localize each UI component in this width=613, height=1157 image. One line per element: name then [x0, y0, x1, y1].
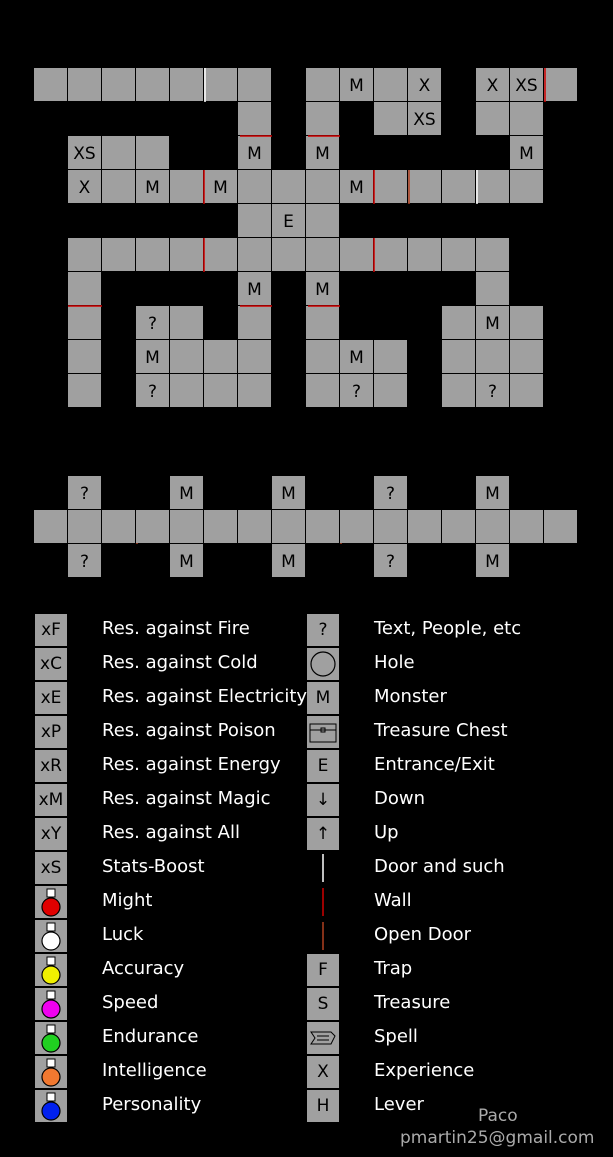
legend-symbol: S	[307, 988, 339, 1020]
floor-tile	[306, 510, 339, 543]
map-cell	[238, 238, 271, 271]
map-cell	[340, 238, 373, 271]
legend-label: Up	[374, 822, 399, 843]
floor-tile	[68, 272, 101, 305]
map-cell	[306, 204, 339, 237]
floor-tile	[68, 510, 101, 543]
map-cell	[306, 170, 339, 203]
map-cell	[102, 170, 135, 203]
floor-tile	[204, 510, 237, 543]
map-cell	[68, 374, 101, 407]
map-cell	[306, 136, 339, 169]
legend-label: Res. against All	[102, 822, 240, 843]
map-cell	[408, 68, 441, 101]
floor-tile	[442, 510, 475, 543]
map-cell	[170, 374, 203, 407]
legend-label: Trap	[374, 958, 413, 979]
map-cell	[510, 306, 543, 339]
corridor-alcove-top	[476, 476, 509, 509]
floor-tile	[204, 238, 237, 271]
cell-marker: X	[78, 178, 91, 198]
corridor-alcove-bottom	[374, 544, 407, 577]
legend-symbol: xM	[35, 784, 67, 816]
floor-tile	[442, 238, 475, 271]
floor-tile	[238, 374, 271, 407]
legend-symbol: F	[307, 954, 339, 986]
map-cell	[306, 340, 339, 373]
floor-tile	[510, 510, 543, 543]
legend-label: Text, People, etc	[374, 618, 522, 639]
floor-tile	[68, 340, 101, 373]
legend-symbol: X	[307, 1056, 339, 1088]
map-cell	[68, 170, 101, 203]
cell-marker: M	[349, 76, 364, 96]
map-cell	[204, 170, 237, 203]
floor-tile	[102, 238, 135, 271]
corridor-alcove-top	[68, 476, 101, 509]
corridor-alcove-bottom	[272, 544, 305, 577]
floor-tile	[170, 340, 203, 373]
floor-tile	[374, 170, 407, 203]
cell-marker: ?	[385, 552, 396, 572]
map-cell	[102, 136, 135, 169]
floor-tile	[306, 68, 339, 101]
map-cell	[476, 238, 509, 271]
cell-marker: ?	[147, 382, 158, 402]
cell-marker: M	[145, 348, 160, 368]
cell-marker: M	[519, 144, 534, 164]
legend-symbol: xE	[35, 682, 67, 714]
map-cell	[374, 68, 407, 101]
potion-icon	[35, 1022, 67, 1054]
author-name: Paco	[478, 1106, 518, 1126]
floor-tile	[68, 374, 101, 407]
floor-tile	[408, 238, 441, 271]
floor-tile	[374, 102, 407, 135]
legend-label: Spell	[374, 1026, 418, 1047]
map-cell	[476, 68, 509, 101]
floor-tile	[340, 510, 373, 543]
floor-tile	[476, 170, 509, 203]
corridor-cell	[374, 510, 407, 543]
floor-tile	[510, 102, 543, 135]
floor-tile	[510, 306, 543, 339]
cell-marker: M	[485, 484, 500, 504]
map-cell	[238, 204, 271, 237]
legend-symbol: xF	[35, 614, 67, 646]
legend-label: Res. against Cold	[102, 652, 258, 673]
map-cell	[238, 306, 271, 339]
map-cell	[68, 68, 101, 101]
map-cell	[544, 68, 577, 101]
legend-label: Entrance/Exit	[374, 754, 495, 775]
floor-tile	[102, 170, 135, 203]
corridor-cell	[136, 510, 169, 543]
map-cell	[476, 340, 509, 373]
floor-tile	[306, 306, 339, 339]
floor-tile	[442, 374, 475, 407]
legend-symbol: E	[307, 750, 339, 782]
floor-tile	[204, 374, 237, 407]
cell-marker: ?	[79, 484, 90, 504]
cell-marker: M	[315, 280, 330, 300]
floor-tile	[68, 68, 101, 101]
map-cell	[374, 102, 407, 135]
legend-label: Res. against Electricity	[102, 686, 308, 707]
legend-symbol: ?	[307, 614, 339, 646]
cell-marker: ?	[351, 382, 362, 402]
map-cell	[476, 170, 509, 203]
map-cell	[476, 272, 509, 305]
legend-label: Wall	[374, 890, 412, 911]
map-cell	[102, 68, 135, 101]
map-cell	[374, 340, 407, 373]
map-cell	[306, 238, 339, 271]
corridor-cell	[306, 510, 339, 543]
map-cell	[68, 136, 101, 169]
floor-tile	[170, 68, 203, 101]
map-cell	[204, 374, 237, 407]
floor-tile	[238, 68, 271, 101]
map-cell	[136, 340, 169, 373]
floor-tile	[136, 238, 169, 271]
floor-tile	[238, 510, 271, 543]
map-cell	[306, 306, 339, 339]
legend-symbol: xS	[35, 852, 67, 884]
legend-symbol: xP	[35, 716, 67, 748]
map-cell	[238, 68, 271, 101]
floor-tile	[476, 238, 509, 271]
legend-label: Res. against Energy	[102, 754, 281, 775]
cell-marker: M	[247, 144, 262, 164]
cell-marker: M	[213, 178, 228, 198]
cell-marker: M	[281, 552, 296, 572]
spell-scroll-icon	[307, 1022, 339, 1054]
map-cell	[510, 170, 543, 203]
map-cell	[306, 68, 339, 101]
floor-tile	[408, 170, 441, 203]
map-cell	[476, 102, 509, 135]
map-cell	[170, 238, 203, 271]
legend-label: Treasure	[374, 992, 451, 1013]
floor-tile	[272, 238, 305, 271]
corridor-cell	[170, 510, 203, 543]
cell-marker: XS	[515, 76, 538, 96]
corridor-cell	[442, 510, 475, 543]
floor-tile	[34, 68, 67, 101]
legend-symbol: H	[307, 1090, 339, 1122]
floor-tile	[68, 306, 101, 339]
map-cell	[476, 306, 509, 339]
map-cell	[136, 136, 169, 169]
legend-symbol: xC	[35, 648, 67, 680]
corridor-alcove-top	[374, 476, 407, 509]
map-cell	[510, 136, 543, 169]
cell-marker: M	[179, 484, 194, 504]
map-cell	[238, 374, 271, 407]
author-email: pmartin25@gmail.com	[400, 1128, 595, 1148]
legend-label: Res. against Fire	[102, 618, 250, 639]
map-cell	[68, 306, 101, 339]
legend-label: Endurance	[102, 1026, 199, 1047]
potion-icon	[35, 1090, 67, 1122]
map-cell	[170, 340, 203, 373]
cell-marker: M	[349, 348, 364, 368]
map-cell	[136, 374, 169, 407]
corridor-cell	[102, 510, 135, 543]
floor-tile	[170, 170, 203, 203]
wall-line-icon	[307, 886, 339, 918]
map-cell	[68, 238, 101, 271]
floor-tile	[374, 340, 407, 373]
legend-label: Accuracy	[102, 958, 185, 979]
map-cell	[272, 204, 305, 237]
corridor-cell	[476, 510, 509, 543]
legend-symbol: xR	[35, 750, 67, 782]
map-cell	[408, 102, 441, 135]
map-cell	[340, 374, 373, 407]
map-cell	[408, 238, 441, 271]
floor-tile	[102, 510, 135, 543]
map-cell	[136, 306, 169, 339]
corridor-cell	[510, 510, 543, 543]
open-door-line-icon	[307, 920, 339, 952]
map-cell	[374, 170, 407, 203]
floor-tile	[374, 238, 407, 271]
map-cell	[272, 170, 305, 203]
map-cell	[102, 238, 135, 271]
cell-marker: M	[281, 484, 296, 504]
corridor-cell	[408, 510, 441, 543]
floor-tile	[510, 170, 543, 203]
floor-tile	[476, 102, 509, 135]
map-cell	[476, 374, 509, 407]
map-cell	[238, 136, 271, 169]
floor-tile	[306, 102, 339, 135]
floor-tile	[272, 510, 305, 543]
floor-tile	[408, 510, 441, 543]
map-cell	[442, 306, 475, 339]
floor-tile	[510, 340, 543, 373]
cell-marker: ?	[385, 484, 396, 504]
floor-tile	[170, 306, 203, 339]
floor-tile	[374, 510, 407, 543]
floor-tile	[374, 374, 407, 407]
map-cell	[510, 374, 543, 407]
door-line-icon	[307, 852, 339, 884]
floor-tile	[442, 340, 475, 373]
map-cell	[272, 238, 305, 271]
floor-tile	[238, 204, 271, 237]
map-cell	[170, 68, 203, 101]
map-cell	[442, 340, 475, 373]
legend-label: Lever	[374, 1094, 424, 1115]
cell-marker: XS	[413, 110, 436, 130]
floor-tile	[510, 374, 543, 407]
map-cell	[136, 68, 169, 101]
legend-symbol: ↓	[307, 784, 339, 816]
floor-tile	[204, 68, 237, 101]
map-cell	[238, 340, 271, 373]
map-cell	[238, 170, 271, 203]
floor-tile	[136, 68, 169, 101]
map-cell	[306, 374, 339, 407]
cell-marker: M	[485, 552, 500, 572]
floor-tile	[238, 238, 271, 271]
floor-tile	[272, 170, 305, 203]
corridor-cell	[204, 510, 237, 543]
floor-tile	[306, 374, 339, 407]
floor-tile	[544, 68, 577, 101]
floor-tile	[476, 340, 509, 373]
corridor-cell	[340, 510, 373, 543]
floor-tile	[442, 170, 475, 203]
legend-label: Door and such	[374, 856, 505, 877]
map-cell	[306, 272, 339, 305]
legend-label: Monster	[374, 686, 447, 707]
potion-icon	[35, 954, 67, 986]
legend-symbol: ↑	[307, 818, 339, 850]
legend-label: Res. against Poison	[102, 720, 276, 741]
cell-marker: M	[349, 178, 364, 198]
floor-tile	[34, 510, 67, 543]
cell-marker: E	[283, 212, 294, 232]
floor-tile	[136, 136, 169, 169]
legend-label: Res. against Magic	[102, 788, 271, 809]
map-cell	[510, 68, 543, 101]
corridor-cell	[238, 510, 271, 543]
legend-label: Speed	[102, 992, 159, 1013]
map-cell	[68, 272, 101, 305]
cell-marker: X	[418, 76, 431, 96]
floor-tile	[238, 102, 271, 135]
treasure-chest-icon	[307, 716, 339, 748]
map-cell	[510, 102, 543, 135]
floor-tile	[102, 68, 135, 101]
floor-tile	[340, 238, 373, 271]
floor-tile	[68, 238, 101, 271]
map-cell	[510, 340, 543, 373]
cell-marker: ?	[79, 552, 90, 572]
map-cell	[204, 68, 237, 101]
corridor-cell	[544, 510, 577, 543]
map-cell	[408, 170, 441, 203]
corridor-alcove-bottom	[476, 544, 509, 577]
map-cell	[136, 238, 169, 271]
corridor-alcove-top	[170, 476, 203, 509]
potion-icon	[35, 988, 67, 1020]
cell-marker: M	[315, 144, 330, 164]
potion-icon	[35, 920, 67, 952]
corridor-alcove-top	[272, 476, 305, 509]
map-cell	[340, 170, 373, 203]
floor-tile	[102, 136, 135, 169]
legend-symbol: M	[307, 682, 339, 714]
map-cell	[68, 340, 101, 373]
floor-tile	[442, 306, 475, 339]
legend-label: Intelligence	[102, 1060, 207, 1081]
corridor-cell	[68, 510, 101, 543]
legend-label: Experience	[374, 1060, 475, 1081]
map-cell	[442, 238, 475, 271]
floor-tile	[170, 374, 203, 407]
floor-tile	[238, 340, 271, 373]
map-cell	[340, 340, 373, 373]
floor-tile	[476, 510, 509, 543]
legend-symbol: xY	[35, 818, 67, 850]
potion-icon	[35, 886, 67, 918]
floor-tile	[238, 170, 271, 203]
cell-marker: X	[486, 76, 499, 96]
floor-tile	[204, 340, 237, 373]
corridor-alcove-bottom	[170, 544, 203, 577]
corridor-alcove-bottom	[68, 544, 101, 577]
cell-marker: M	[145, 178, 160, 198]
cell-marker: ?	[147, 314, 158, 334]
floor-tile	[170, 238, 203, 271]
map-cell	[238, 272, 271, 305]
map-cell	[374, 374, 407, 407]
map-cell	[374, 238, 407, 271]
floor-tile	[476, 272, 509, 305]
floor-tile	[306, 238, 339, 271]
map-cell	[204, 238, 237, 271]
map-cell	[170, 306, 203, 339]
floor-tile	[238, 306, 271, 339]
legend-label: Open Door	[374, 924, 472, 945]
map-cell	[238, 102, 271, 135]
map-cell	[340, 68, 373, 101]
floor-tile	[306, 170, 339, 203]
potion-icon	[35, 1056, 67, 1088]
hole-icon	[307, 648, 339, 680]
floor-tile	[374, 68, 407, 101]
floor-tile	[306, 204, 339, 237]
legend-label: Treasure Chest	[374, 720, 508, 741]
map-cell	[442, 170, 475, 203]
map-cell	[34, 68, 67, 101]
cell-marker: M	[179, 552, 194, 572]
legend-label: Down	[374, 788, 426, 809]
cell-marker: XS	[73, 144, 96, 164]
floor-tile	[544, 510, 577, 543]
floor-tile	[136, 510, 169, 543]
map-cell	[170, 170, 203, 203]
legend-label: Personality	[102, 1094, 202, 1115]
floor-tile	[170, 510, 203, 543]
legend-label: Stats-Boost	[102, 856, 205, 877]
map-cell	[442, 374, 475, 407]
map-cell	[204, 340, 237, 373]
legend-label: Hole	[374, 652, 415, 673]
floor-tile	[306, 340, 339, 373]
legend-label: Luck	[102, 924, 144, 945]
corridor-cell	[272, 510, 305, 543]
cell-marker: ?	[487, 382, 498, 402]
cell-marker: M	[247, 280, 262, 300]
corridor-cell	[34, 510, 67, 543]
map-cell	[136, 170, 169, 203]
cell-marker: M	[485, 314, 500, 334]
legend-label: Might	[102, 890, 153, 911]
map-cell	[306, 102, 339, 135]
